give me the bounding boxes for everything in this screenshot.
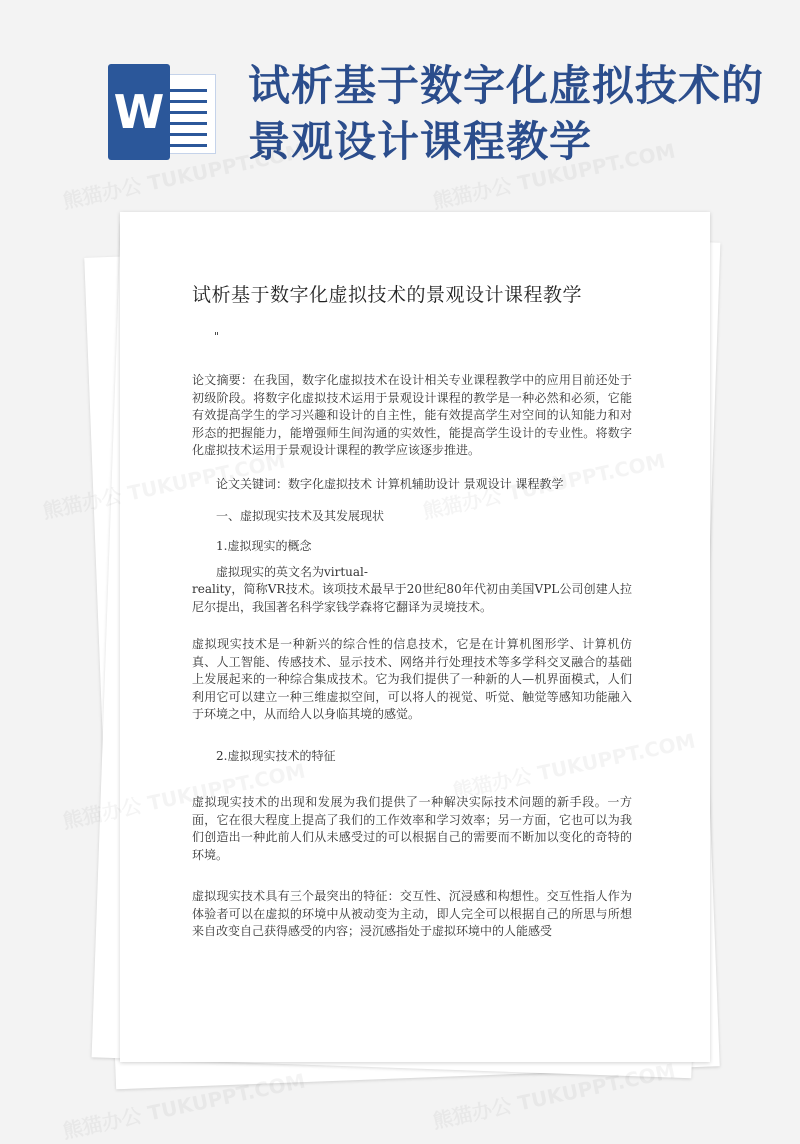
hero-title: 试析基于数字化虚拟技术的景观设计课程教学 — [248, 61, 765, 166]
vr-definition-first-line: 虚拟现实的英文名为virtual- — [216, 565, 368, 579]
vr-features-paragraph: 虚拟现实技术的出现和发展为我们提供了一种解决实际技术问题的新手段。一方面，它在很大程度上提高了我们的工作效率和学习效率；另一方面，它也可以为我们创造出一种此前人们从未感受过的可以根据自己的需要而不断加以变化的奇特的环境。 — [192, 795, 632, 862]
vr-characteristics-paragraph: 虚拟现实技术具有三个最突出的特征：交互性、沉浸感和构想性。交互性指人作为体验者可以在虚拟的环境中从被动变为主动，即人完全可以根据自己的所思与所想来自改变自己获得感受的内容；浸沉感指处于虚拟环境中的人能感受 — [192, 889, 632, 938]
keywords-line: 论文关键词：数字化虚拟技术 计算机辅助设计 景观设计 课程教学 — [216, 477, 564, 491]
vr-definition-paragraph: reality，简称VR技术。该项技术最早于20世纪80年代初由美国VPL公司创建人拉尼尔提出，我国著名科学家钱学森将它翻译为灵境技术。 — [192, 582, 632, 614]
abstract-paragraph: 论文摘要：在我国，数字化虚拟技术在设计相关专业课程教学中的应用目前还处于初级阶段。将数字化虚拟技术运用于景观设计课程的教学是一种必然和必须，它能有效提高学生的学习兴趣和设计的自主性，能有效提高学生对空间的认知能力和对形态的把握能力，能增强师生间沟通的实效性，能提高学生设计的专业性。将数字化虚拟技术运用于景观设计课程的教学应该逐步推进。 — [192, 373, 632, 457]
quote-mark: " — [214, 330, 220, 343]
word-document-icon — [108, 64, 216, 160]
document-page — [120, 212, 710, 1062]
section-heading-1: 一、虚拟现实技术及其发展现状 — [216, 509, 385, 523]
word-letter-badge: W — [108, 64, 170, 160]
subsection-heading-1: 1.虚拟现实的概念 — [216, 539, 312, 553]
vr-technology-paragraph: 虚拟现实技术是一种新兴的综合性的信息技术，它是在计算机图形学、计算机仿真、人工智能、传感技术、显示技术、网络并行处理技术等多学科交叉融合的基础上发展起来的一种综合集成技术。它为我们提供了一种新的人—机界面模式，人们利用它可以建立一种三维虚拟空间，可以将人的视觉、听觉、触觉等感知功能融入于环境之中，从而给人以身临其境的感觉。 — [192, 637, 632, 721]
subsection-heading-2: 2.虚拟现实技术的特征 — [216, 749, 336, 763]
document-title: 试析基于数字化虚拟技术的景观设计课程教学 — [192, 284, 583, 306]
page-header — [0, 0, 800, 200]
